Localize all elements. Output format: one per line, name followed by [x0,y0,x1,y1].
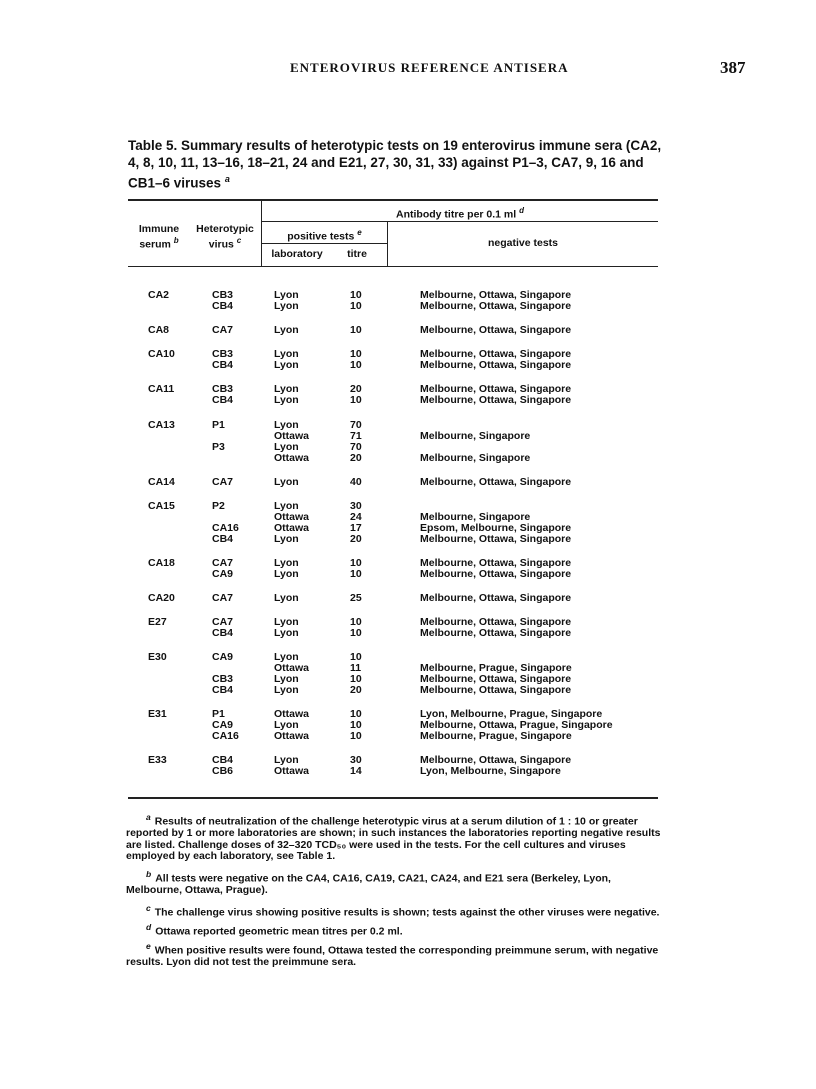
cell-laboratory: Lyon [274,300,299,312]
cell-titre: 10 [350,568,362,580]
header-positive-tests: positive tests $^e$ [287,228,362,243]
header-titre: titre [347,248,367,260]
cell-negative-tests: Melbourne, Ottawa, Singapore [420,394,572,406]
cell-immune-serum: E30 [148,651,167,663]
cell-laboratory: Ottawa [274,511,310,523]
footnote: $^c$ The challenge virus showing positive results is shown; tests against the other viruses were negative. [146,902,660,919]
cell-laboratory: Lyon [274,441,299,453]
cell-negative-tests: Melbourne, Ottawa, Singapore [420,289,572,301]
cell-immune-serum: CA11 [148,383,175,395]
cell-titre: 20 [350,452,362,464]
cell-heterotypic-virus: CB4 [212,300,234,312]
cell-immune-serum: CA2 [148,289,170,301]
cell-heterotypic-virus: CB4 [212,394,234,406]
cell-heterotypic-virus: CB3 [212,383,234,395]
cell-titre: 10 [350,300,362,312]
cell-heterotypic-virus: CA7 [212,592,234,604]
cell-laboratory: Lyon [274,673,299,685]
cell-negative-tests: Melbourne, Singapore [420,452,531,464]
cell-laboratory: Lyon [274,592,299,604]
cell-titre: 71 [350,430,362,442]
cell-negative-tests: Melbourne, Ottawa, Singapore [420,383,572,395]
cell-negative-tests: Melbourne, Singapore [420,511,531,523]
cell-immune-serum: CA10 [148,348,175,360]
cell-titre: 11 [350,662,362,674]
cell-heterotypic-virus: CB3 [212,673,234,685]
cell-laboratory: Lyon [274,394,299,406]
cell-heterotypic-virus: CA7 [212,476,234,488]
cell-titre: 70 [350,441,362,453]
cell-titre: 10 [350,348,362,360]
header-antibody-titre: Antibody titre per 0.1 ml $^d$ [396,206,524,221]
cell-negative-tests: Melbourne, Ottawa, Singapore [420,359,572,371]
cell-heterotypic-virus: CB6 [212,765,234,777]
caption-footnote-mark: a [224,174,230,184]
cell-laboratory: Ottawa [274,730,310,742]
cell-negative-tests: Epsom, Melbourne, Singapore [420,522,572,534]
footnote: $^d$ Ottawa reported geometric mean titres per 0.2 ml. [146,921,403,938]
header-immune-serum: Immune serum $^b$ [138,223,180,251]
cell-negative-tests: Lyon, Melbourne, Prague, Singapore [420,708,603,720]
cell-laboratory: Lyon [274,500,299,512]
cell-titre: 30 [350,500,362,512]
cell-heterotypic-virus: CA7 [212,557,234,569]
cell-immune-serum: CA15 [148,500,175,512]
cell-titre: 24 [350,511,362,523]
cell-laboratory: Lyon [274,627,299,639]
cell-laboratory: Lyon [274,419,299,431]
cell-titre: 10 [350,557,362,569]
cell-heterotypic-virus: CB3 [212,289,234,301]
cell-heterotypic-virus: CA16 [212,730,239,742]
cell-immune-serum: CA8 [148,324,170,336]
cell-heterotypic-virus: CA9 [212,568,234,580]
cell-titre: 70 [350,419,362,431]
cell-immune-serum: CA18 [148,557,175,569]
cell-laboratory: Lyon [274,533,299,545]
cell-immune-serum: CA14 [148,476,175,488]
cell-titre: 14 [350,765,362,777]
cell-immune-serum: CA13 [148,419,175,431]
caption-text: Table 5. Summary results of heterotypic tests on 19 enterovirus immune sera (CA2, 4, 8, 10, 11, 13–16, 18–21, 24 and E21, 27, 30, 31, 33) against P1–3, CA7, 9, 16 and CB1–6 viruses [128,138,662,191]
cell-immune-serum: CA20 [148,592,175,604]
header-bottom-rule [128,266,658,267]
header-subrule [261,221,658,222]
footnote: $^e$ When positive results were found, Ottawa tested the corresponding preimmune serum, with negative results. Lyon did not test the preimmune sera. [126,940,659,968]
cell-titre: 10 [350,289,362,301]
cell-negative-tests: Melbourne, Ottawa, Singapore [420,348,572,360]
cell-heterotypic-virus: P3 [212,441,225,453]
cell-negative-tests: Melbourne, Ottawa, Singapore [420,673,572,685]
cell-immune-serum: E33 [148,754,167,766]
cell-titre: 10 [350,359,362,371]
cell-laboratory: Lyon [274,719,299,731]
header-laboratory: laboratory [271,248,323,260]
cell-titre: 25 [350,592,362,604]
cell-immune-serum: E27 [148,616,167,628]
cell-titre: 20 [350,533,362,545]
table-top-rule [128,199,658,201]
cell-heterotypic-virus: CA9 [212,651,234,663]
cell-titre: 10 [350,627,362,639]
cell-laboratory: Ottawa [274,522,310,534]
cell-laboratory: Ottawa [274,430,310,442]
cell-negative-tests: Melbourne, Ottawa, Singapore [420,592,572,604]
cell-laboratory: Lyon [274,324,299,336]
cell-laboratory: Lyon [274,754,299,766]
cell-heterotypic-virus: CB3 [212,348,234,360]
cell-laboratory: Ottawa [274,765,310,777]
cell-negative-tests: Melbourne, Prague, Singapore [420,662,572,674]
cell-heterotypic-virus: CB4 [212,533,234,545]
cell-laboratory: Ottawa [274,708,310,720]
cell-titre: 30 [350,754,362,766]
cell-laboratory: Lyon [274,616,299,628]
cell-negative-tests: Melbourne, Ottawa, Singapore [420,568,572,580]
header-heterotypic-virus: Heterotypic virus $^c$ [196,223,254,251]
cell-heterotypic-virus: P1 [212,419,225,431]
cell-negative-tests: Melbourne, Ottawa, Singapore [420,557,572,569]
cell-negative-tests: Melbourne, Ottawa, Prague, Singapore [420,719,613,731]
cell-titre: 20 [350,383,362,395]
cell-negative-tests: Melbourne, Ottawa, Singapore [420,616,572,628]
footnote: $^b$ All tests were negative on the CA4, CA16, CA19, CA21, CA24, and E21 sera (Berkeley, Lyon, Melbourne, Ottawa, Prague). [126,868,611,896]
cell-laboratory: Lyon [274,568,299,580]
cell-titre: 10 [350,708,362,720]
cell-heterotypic-virus: CA7 [212,324,234,336]
cell-titre: 20 [350,684,362,696]
cell-heterotypic-virus: CA9 [212,719,234,731]
cell-titre: 10 [350,616,362,628]
cell-negative-tests: Melbourne, Ottawa, Singapore [420,627,572,639]
page-number: 387 [720,58,746,77]
cell-laboratory: Ottawa [274,662,310,674]
table-bottom-rule [128,797,658,799]
cell-negative-tests: Melbourne, Ottawa, Singapore [420,754,572,766]
cell-laboratory: Lyon [274,557,299,569]
footnotes [126,812,664,974]
cell-heterotypic-virus: CA16 [212,522,239,534]
cell-immune-serum: E31 [148,708,167,720]
cell-heterotypic-virus: CA7 [212,616,234,628]
cell-titre: 10 [350,324,362,336]
positive-tests-rule [261,243,387,244]
cell-negative-tests: Melbourne, Singapore [420,430,531,442]
cell-laboratory: Lyon [274,383,299,395]
cell-negative-tests: Melbourne, Ottawa, Singapore [420,324,572,336]
cell-laboratory: Lyon [274,348,299,360]
footnote: $^a$ Results of neutralization of the challenge heterotypic virus at a serum dilution of 1 : 10 or greater reported by 1 or more laboratories are shown; in such instances the laboratories reporting negative results are listed. Challenge doses of 32–320 TCD₅₀ were used in the tests. For the cell cultures and viruses employed by each laboratory, see Table 1. [126,812,661,863]
cell-titre: 10 [350,394,362,406]
header-negative-tests: negative tests [487,237,559,249]
cell-heterotypic-virus: P1 [212,708,225,720]
cell-heterotypic-virus: CB4 [212,359,234,371]
cell-negative-tests: Melbourne, Ottawa, Singapore [420,684,572,696]
cell-laboratory: Lyon [274,476,299,488]
cell-negative-tests: Melbourne, Ottawa, Singapore [420,300,572,312]
cell-laboratory: Lyon [274,359,299,371]
cell-laboratory: Ottawa [274,452,310,464]
table-caption [128,138,673,192]
cell-negative-tests: Melbourne, Ottawa, Singapore [420,476,572,488]
cell-titre: 17 [350,522,362,534]
cell-negative-tests: Lyon, Melbourne, Singapore [420,765,561,777]
cell-titre: 10 [350,719,362,731]
cell-heterotypic-virus: CB4 [212,754,234,766]
cell-laboratory: Lyon [274,684,299,696]
cell-heterotypic-virus: CB4 [212,684,234,696]
cell-laboratory: Lyon [274,289,299,301]
cell-titre: 10 [350,730,362,742]
cell-negative-tests: Melbourne, Prague, Singapore [420,730,572,742]
cell-laboratory: Lyon [274,651,299,663]
cell-negative-tests: Melbourne, Ottawa, Singapore [420,533,572,545]
running-title: ENTEROVIRUS REFERENCE ANTISERA [290,60,569,75]
cell-titre: 10 [350,651,362,663]
cell-heterotypic-virus: CB4 [212,627,234,639]
cell-heterotypic-virus: P2 [212,500,225,512]
cell-titre: 10 [350,673,362,685]
cell-titre: 40 [350,476,362,488]
